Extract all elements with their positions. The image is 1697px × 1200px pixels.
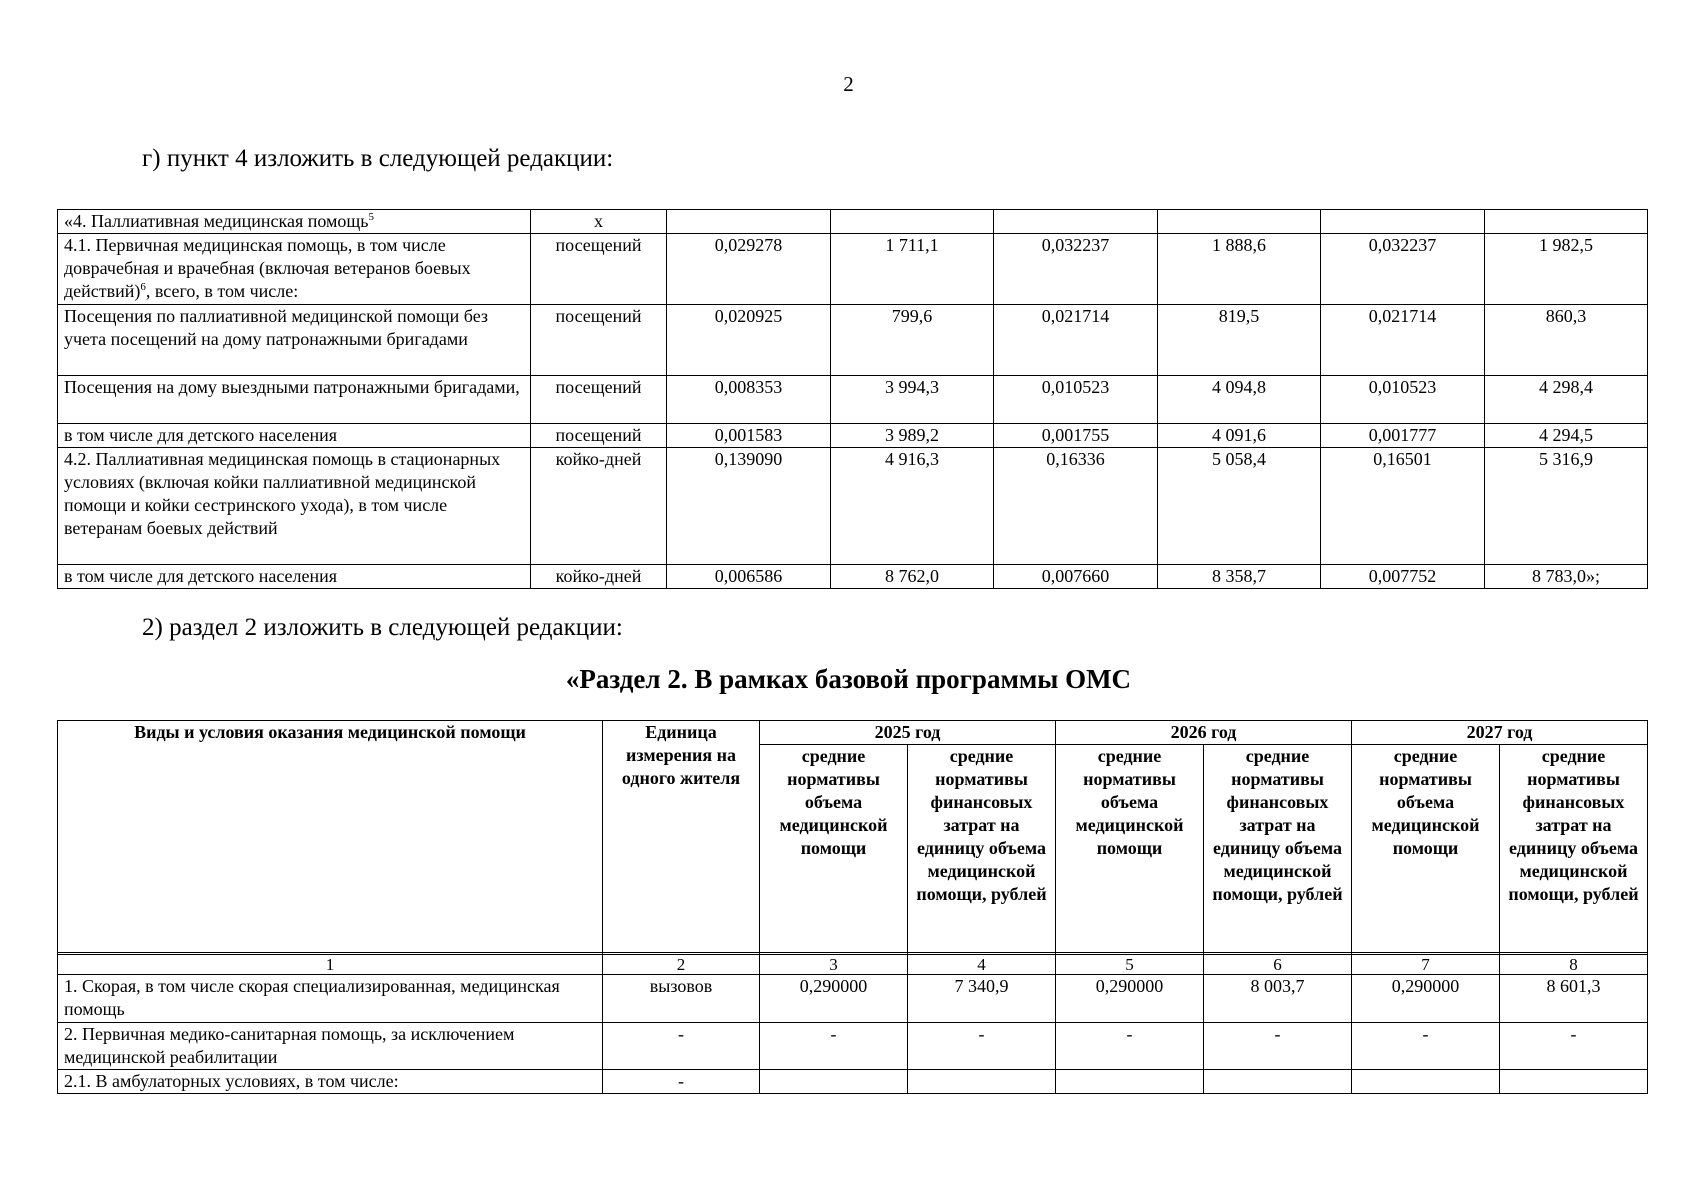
table-row	[58, 1023, 1648, 1070]
row-name	[58, 565, 531, 589]
row-unit: х	[531, 210, 667, 234]
basic-program-table	[57, 720, 1648, 1094]
row-value	[908, 1070, 1056, 1094]
row-name-text: в том числе для детского населения	[64, 566, 338, 586]
row-value: 860,3	[1485, 305, 1648, 376]
row-value: 5 058,4	[1158, 448, 1321, 565]
row-value	[1352, 1070, 1500, 1094]
column-number: 1	[58, 955, 603, 975]
header-volume-2025: средние нормативы объема медицинской помощи	[760, 745, 908, 953]
row-value	[831, 210, 994, 234]
row-value: 0,008353	[667, 376, 831, 424]
row-name-text: 4.2. Паллиативная медицинская помощь в стационарных условиях (включая койки паллиативной медицинской помощи и койки сестринского ухода), в том числе ветеранам боевых действий	[64, 449, 501, 538]
row-unit: посещений	[531, 376, 667, 424]
row-value: 4 094,8	[1158, 376, 1321, 424]
row-value: 0,139090	[667, 448, 831, 565]
row-name	[58, 210, 531, 234]
row-value: 0,032237	[994, 234, 1158, 305]
row-value: 4 294,5	[1485, 424, 1648, 448]
column-number: 8	[1500, 955, 1648, 975]
row-name: 2.1. В амбулаторных условиях, в том числе:	[58, 1070, 603, 1094]
row-value	[1056, 1070, 1204, 1094]
row-value: 0,16501	[1321, 448, 1485, 565]
row-value: 0,032237	[1321, 234, 1485, 305]
row-value: -	[1056, 1023, 1204, 1070]
header-year-2027: 2027 год	[1352, 721, 1648, 745]
header-cost-2025: средние нормативы финансовых затрат на единицу объема медицинской помощи, рублей	[908, 745, 1056, 953]
header-year-2026: 2026 год	[1056, 721, 1352, 745]
row-name: 2. Первичная медико-санитарная помощь, за исключением медицинской реабилитации	[58, 1023, 603, 1070]
row-value: 1 711,1	[831, 234, 994, 305]
row-value: 0,290000	[1056, 975, 1204, 1023]
header-year-2025: 2025 год	[760, 721, 1056, 745]
row-value: 799,6	[831, 305, 994, 376]
row-value: 4 298,4	[1485, 376, 1648, 424]
row-value: 0,001777	[1321, 424, 1485, 448]
row-name	[58, 448, 531, 565]
row-value: 4 916,3	[831, 448, 994, 565]
row-value	[1158, 210, 1321, 234]
row-value: 3 989,2	[831, 424, 994, 448]
row-value: 7 340,9	[908, 975, 1056, 1023]
table-row	[58, 376, 1648, 424]
header-volume-2026: средние нормативы объема медицинской помощи	[1056, 745, 1204, 953]
paragraph-2: 2) раздел 2 изложить в следующей редакции:	[142, 614, 623, 641]
row-value: 5 316,9	[1485, 448, 1648, 565]
row-value: 0,021714	[1321, 305, 1485, 376]
row-name-text: «4. Паллиативная медицинская помощь	[64, 211, 369, 231]
header-kinds: Виды и условия оказания медицинской помощи	[58, 721, 603, 953]
row-value: 0,007752	[1321, 565, 1485, 589]
footnote-marker: 5	[368, 211, 374, 223]
row-value: 8 783,0»;	[1485, 565, 1648, 589]
row-value: 0,16336	[994, 448, 1158, 565]
row-value: -	[1352, 1023, 1500, 1070]
row-value	[667, 210, 831, 234]
column-number-row	[58, 955, 1648, 975]
row-value: 0,007660	[994, 565, 1158, 589]
row-name-text: Посещения по паллиативной медицинской помощи без учета посещений на дому патронажными бригадами	[64, 306, 489, 349]
row-unit: -	[603, 1023, 760, 1070]
paragraph-g: г) пункт 4 изложить в следующей редакции:	[142, 145, 614, 172]
row-value: -	[760, 1023, 908, 1070]
header-unit: Единица измерения на одного жителя	[603, 721, 760, 953]
palliative-care-table	[57, 209, 1648, 589]
table-row	[58, 565, 1648, 589]
section-title: «Раздел 2. В рамках базовой программы ОМС	[565, 664, 1132, 694]
table-row	[58, 1070, 1648, 1094]
row-value: 0,290000	[1352, 975, 1500, 1023]
row-unit: -	[603, 1070, 760, 1094]
table-row	[58, 210, 1648, 234]
row-name	[58, 305, 531, 376]
table-row	[58, 305, 1648, 376]
row-value	[1485, 210, 1648, 234]
row-value: 4 091,6	[1158, 424, 1321, 448]
table-row	[58, 448, 1648, 565]
row-unit: посещений	[531, 305, 667, 376]
row-value	[1204, 1070, 1352, 1094]
page-number: 2	[843, 72, 854, 96]
row-value	[994, 210, 1158, 234]
row-value	[1500, 1070, 1648, 1094]
row-value: 1 982,5	[1485, 234, 1648, 305]
row-name	[58, 234, 531, 305]
row-value: 8 762,0	[831, 565, 994, 589]
row-unit: вызовов	[603, 975, 760, 1023]
header-cost-2026: средние нормативы финансовых затрат на единицу объема медицинской помощи, рублей	[1204, 745, 1352, 953]
row-value: -	[908, 1023, 1056, 1070]
row-name-text: в том числе для детского населения	[64, 425, 338, 445]
column-number: 3	[760, 955, 908, 975]
row-value	[760, 1070, 908, 1094]
row-value: 8 003,7	[1204, 975, 1352, 1023]
row-unit: койко-дней	[531, 448, 667, 565]
column-number: 5	[1056, 955, 1204, 975]
column-number: 4	[908, 955, 1056, 975]
footnote-marker: 6	[140, 281, 146, 293]
row-unit: койко-дней	[531, 565, 667, 589]
table-row	[58, 975, 1648, 1023]
row-value: 8 601,3	[1500, 975, 1648, 1023]
row-unit: посещений	[531, 234, 667, 305]
row-value: 0,010523	[1321, 376, 1485, 424]
table-row	[58, 234, 1648, 305]
column-number: 6	[1204, 955, 1352, 975]
header-cost-2027: средние нормативы финансовых затрат на единицу объема медицинской помощи, рублей	[1500, 745, 1648, 953]
row-value: -	[1204, 1023, 1352, 1070]
row-value: 0,010523	[994, 376, 1158, 424]
row-value: 3 994,3	[831, 376, 994, 424]
row-value: 0,001583	[667, 424, 831, 448]
row-value	[1321, 210, 1485, 234]
row-value: 0,290000	[760, 975, 908, 1023]
column-number: 2	[603, 955, 760, 975]
row-value: 0,006586	[667, 565, 831, 589]
row-value: -	[1500, 1023, 1648, 1070]
header-volume-2027: средние нормативы объема медицинской помощи	[1352, 745, 1500, 953]
row-value: 0,029278	[667, 234, 831, 305]
row-value: 819,5	[1158, 305, 1321, 376]
row-name-text: Посещения на дому выездными патронажными бригадами,	[64, 377, 520, 397]
row-value: 8 358,7	[1158, 565, 1321, 589]
row-value: 0,001755	[994, 424, 1158, 448]
row-value: 0,021714	[994, 305, 1158, 376]
row-value: 1 888,6	[1158, 234, 1321, 305]
row-name: 1. Скорая, в том числе скорая специализированная, медицинская помощь	[58, 975, 603, 1023]
row-name-suffix: , всего, в том числе:	[145, 281, 299, 301]
row-name	[58, 424, 531, 448]
row-unit: посещений	[531, 424, 667, 448]
column-number: 7	[1352, 955, 1500, 975]
table-row	[58, 424, 1648, 448]
row-name-text: 4.1. Первичная медицинская помощь, в том числе доврачебная и врачебная (включая ветеранов боевых действий)	[64, 235, 471, 301]
row-name	[58, 376, 531, 424]
row-value: 0,020925	[667, 305, 831, 376]
